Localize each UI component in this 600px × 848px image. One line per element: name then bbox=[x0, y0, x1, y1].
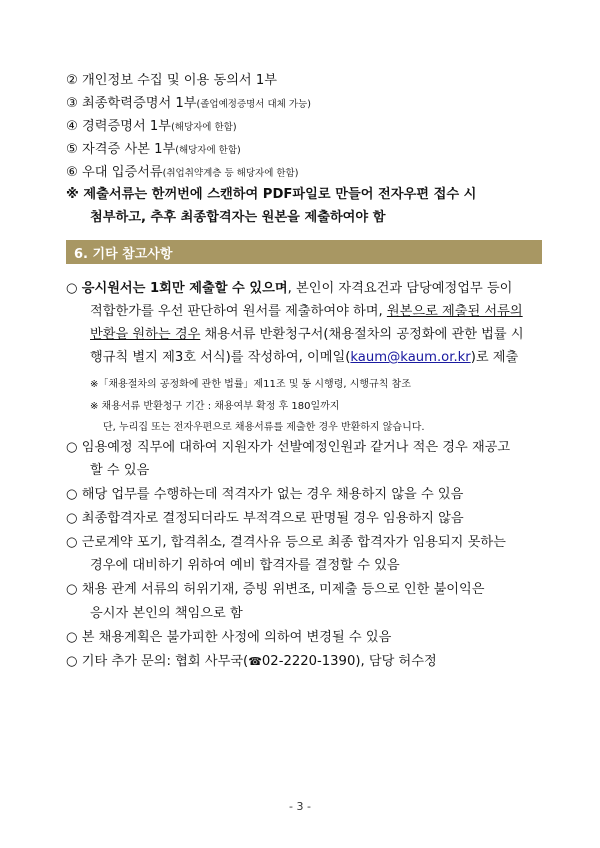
bullet-circle: ○ bbox=[66, 281, 78, 296]
item-text: 02-2220-1390), 담당 허수정 bbox=[261, 654, 437, 669]
doc-note: (졸업예정증명서 대체 가능) bbox=[196, 99, 311, 110]
circled-number: ② bbox=[66, 73, 78, 88]
item-reserve-candidates-line2: 경우에 대비하기 위하여 예비 합격자를 결정할 수 있음 bbox=[90, 558, 400, 573]
doc-item-5 bbox=[66, 141, 241, 160]
item-application-limit-line3 bbox=[90, 326, 524, 344]
item-text: 본 채용계획은 불가피한 사정에 의하여 변경될 수 있음 bbox=[81, 630, 392, 645]
emphasis-text: 응시원서는 1회만 제출할 수 있으며 bbox=[81, 281, 288, 296]
doc-note: (해당자에 한함) bbox=[171, 122, 237, 133]
item-no-hire bbox=[66, 486, 463, 504]
doc-text: 우대 입증서류 bbox=[82, 165, 163, 180]
item-text: 채용 관계 서류의 허위기재, 증빙 위변조, 미제출 등으로 인한 불이익은 bbox=[81, 582, 485, 597]
reference-mark: ※ bbox=[66, 187, 79, 202]
reference-note-2: ※ 채용서류 반환청구 기간 : 채용여부 확정 후 180일까지 bbox=[90, 401, 340, 412]
item-text: )로 제출 bbox=[470, 350, 519, 365]
bullet-circle: ○ bbox=[66, 440, 78, 455]
circled-number: ③ bbox=[66, 96, 78, 111]
doc-note: (취업취약계층 등 해당자에 한함) bbox=[162, 168, 299, 179]
reference-note-3: 단, 누리집 또는 전자우편으로 채용서류를 제출한 경우 반환하지 않습니다. bbox=[103, 422, 425, 433]
circled-number: ④ bbox=[66, 119, 78, 134]
scan-note-text: 제출서류는 한꺼번에 스캔하여 PDF파일로 만들어 전자우편 접수 시 bbox=[83, 187, 477, 202]
doc-item-6 bbox=[66, 164, 298, 183]
item-application-limit bbox=[66, 280, 512, 298]
item-text: 근로계약 포기, 합격취소, 결격사유 등으로 최종 합격자가 임용되지 못하는 bbox=[81, 535, 506, 550]
item-false-documents bbox=[66, 581, 485, 599]
item-readvertise bbox=[66, 439, 510, 457]
bullet-circle: ○ bbox=[66, 535, 78, 550]
bullet-circle: ○ bbox=[66, 654, 78, 669]
item-reserve-candidates bbox=[66, 534, 506, 552]
doc-item-4 bbox=[66, 118, 237, 137]
bullet-circle: ○ bbox=[66, 511, 78, 526]
underlined-text: 반환을 원하는 경우 bbox=[90, 327, 201, 342]
item-text: 행규칙 별지 제3호 서식)를 작성하여, 이메일( bbox=[90, 350, 351, 365]
item-disqualified bbox=[66, 510, 464, 528]
doc-text: 최종학력증명서 1부 bbox=[82, 96, 197, 111]
phone-icon: ☎ bbox=[248, 655, 262, 668]
scan-note-line-2 bbox=[90, 209, 386, 227]
item-application-limit-line2 bbox=[90, 303, 523, 321]
item-text: 적합한가를 우선 판단하여 원서를 제출하여야 하며, bbox=[90, 304, 387, 319]
underlined-text: 원본으로 제출된 서류의 bbox=[386, 304, 523, 319]
item-text: 임용예정 직무에 대하여 지원자가 선발예정인원과 같거나 적은 경우 재공고 bbox=[81, 440, 511, 455]
reference-note-1: ※「채용절차의 공정화에 관한 법률」제11조 및 동 시행령, 시행규칙 참조 bbox=[90, 379, 411, 390]
doc-text: 경력증명서 1부 bbox=[82, 119, 172, 134]
bullet-circle: ○ bbox=[66, 582, 78, 597]
section-title: 6. 기타 참고사항 bbox=[74, 247, 173, 262]
item-false-documents-line2: 응시자 본인의 책임으로 함 bbox=[90, 606, 243, 621]
scan-note-line-1 bbox=[66, 186, 476, 204]
doc-text: 자격증 사본 1부 bbox=[82, 142, 176, 157]
bullet-circle: ○ bbox=[66, 487, 78, 502]
item-text: 해당 업무를 수행하는데 적격자가 없는 경우 채용하지 않을 수 있음 bbox=[81, 487, 464, 502]
circled-number: ⑥ bbox=[66, 165, 78, 180]
item-application-limit-line4 bbox=[90, 349, 518, 367]
item-readvertise-line2: 할 수 있음 bbox=[90, 463, 150, 478]
item-plan-change bbox=[66, 629, 391, 647]
item-contact bbox=[66, 653, 437, 671]
doc-text: 개인정보 수집 및 이용 동의서 1부 bbox=[82, 73, 277, 88]
email-link[interactable]: kaum@kaum.or.kr bbox=[350, 350, 471, 365]
doc-item-2 bbox=[66, 72, 277, 90]
doc-item-3 bbox=[66, 95, 311, 114]
scan-note-text: 첨부하고, 추후 최종합격자는 원본을 제출하여야 함 bbox=[90, 210, 386, 225]
item-text: , 본인이 자격요건과 담당예정업무 등이 bbox=[287, 281, 513, 296]
item-text: 기타 추가 문의: 협회 사무국( bbox=[81, 654, 249, 669]
item-text: 채용서류 반환청구서(채용절차의 공정화에 관한 법률 시 bbox=[200, 327, 524, 342]
bullet-circle: ○ bbox=[66, 630, 78, 645]
doc-note: (해당자에 한함) bbox=[175, 145, 241, 156]
circled-number: ⑤ bbox=[66, 142, 78, 157]
item-text: 최종합격자로 결정되더라도 부적격으로 판명될 경우 임용하지 않음 bbox=[81, 511, 464, 526]
page-number: - 3 - bbox=[289, 800, 311, 813]
